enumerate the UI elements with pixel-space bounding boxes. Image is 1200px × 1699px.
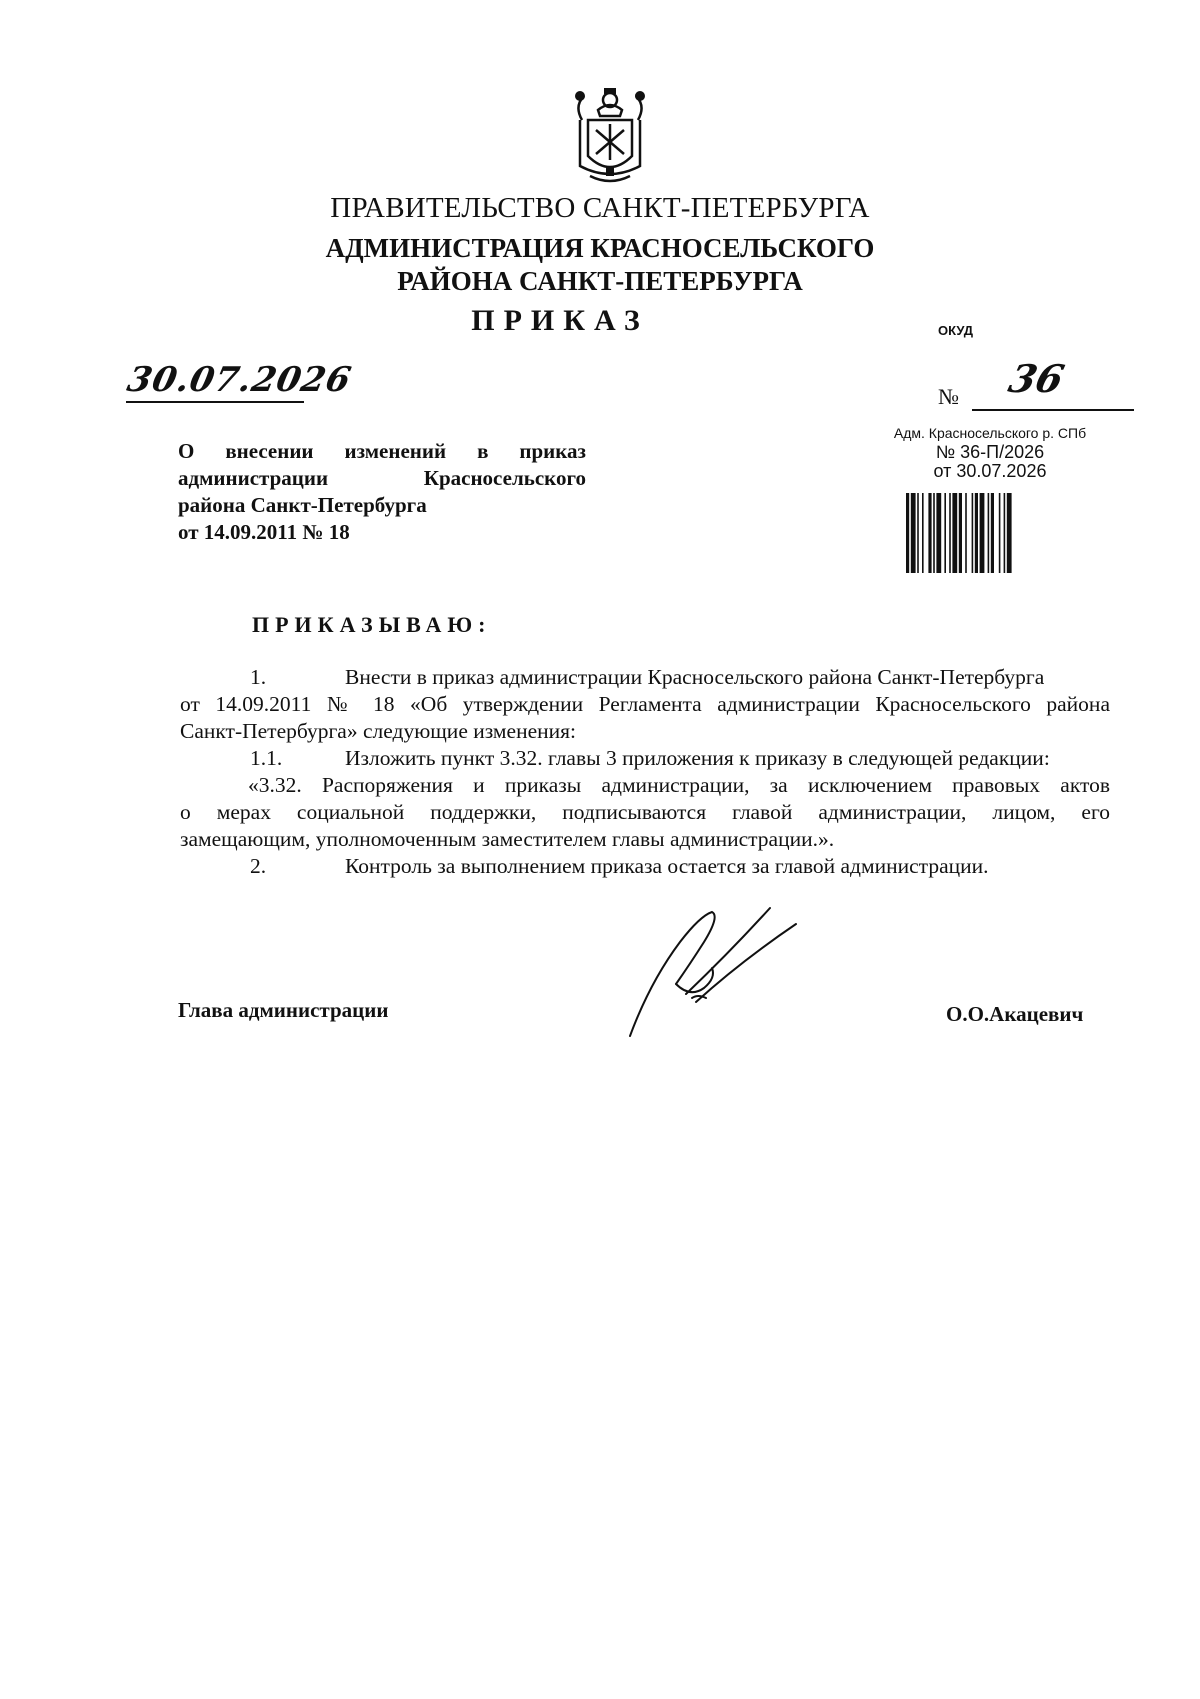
number-underline (972, 409, 1134, 411)
paragraph-number: 1. (250, 665, 267, 689)
handwritten-date: 30.07.2026 (123, 360, 356, 400)
barcode-bar (949, 493, 951, 573)
barcode-bar (965, 493, 967, 573)
order-subject (178, 438, 586, 546)
paragraph-1-line1 (180, 664, 1110, 691)
subject-line: от 14.09.2011 № 18 (178, 520, 350, 544)
order-verb-heading: ПРИКАЗЫВАЮ: (252, 612, 492, 637)
okud-label: ОКУД (938, 323, 974, 338)
registration-stamp-date: от 30.07.2026 (933, 461, 1047, 481)
subject-line: района Санкт-Петербурга (178, 493, 427, 517)
barcode-bar (917, 493, 919, 573)
barcode-bar (1004, 493, 1006, 573)
barcode-bar (1007, 493, 1012, 573)
government-title: ПРАВИТЕЛЬСТВО САНКТ-ПЕТЕРБУРГА (330, 192, 870, 224)
barcode-bar (975, 493, 978, 573)
date-underline (126, 401, 304, 403)
signatory-role: Глава администрации (178, 998, 389, 1022)
document-type-title: ПРИКАЗ (471, 304, 649, 337)
paragraph-number: 1.1. (250, 746, 283, 770)
barcode-bar (944, 493, 946, 573)
registration-stamp (870, 424, 1110, 481)
quote-line1: «3.32. Распоряжения и приказы администрации, за исключением правовых актов (248, 773, 1110, 797)
paragraph-text: Контроль за выполнением приказа остается за главой администрации. (345, 854, 989, 878)
number-label: № (938, 384, 959, 409)
coat-of-arms-emblem (560, 86, 660, 190)
paragraph-1-1 (180, 745, 1110, 772)
quote-line3: замещающим, уполномоченным заместителем главы администрации.». (180, 827, 835, 851)
barcode-bar (988, 493, 990, 573)
barcode-bar (922, 493, 924, 573)
paragraph-2 (180, 853, 1110, 880)
quote-line2: о мерах социальной поддержки, подписываются главой администрации, лицом, его (180, 800, 1110, 824)
paragraph-text: Внести в приказ администрации Красносельского района Санкт-Петербурга (345, 665, 1045, 689)
barcode-bar (952, 493, 957, 573)
paragraph-text: Изложить пункт 3.32. главы 3 приложения к приказу в следующей редакции: (345, 746, 1050, 770)
signatory-name: О.О.Акацевич (946, 1002, 1084, 1026)
administration-title-line2: РАЙОНА САНКТ-ПЕТЕРБУРГА (397, 266, 803, 296)
registration-stamp-organization: Адм. Красносельского р. СПб (893, 425, 1087, 441)
handwritten-signature (620, 902, 810, 1042)
paragraph-number: 2. (250, 854, 267, 878)
barcode-bar (991, 493, 994, 573)
paragraph-1-line3: Санкт-Петербурга» следующие изменения: (180, 719, 576, 743)
barcode-bar (980, 493, 985, 573)
barcode-bar (933, 493, 935, 573)
barcode-bar (936, 493, 941, 573)
paragraph-1-line2: от 14.09.2011 № 18 «Об утверждении Регламента администрации Красносельского района (180, 692, 1110, 716)
subject-line: О внесении изменений в приказ (178, 439, 586, 463)
barcode (906, 493, 1070, 573)
barcode-bar (906, 493, 909, 573)
barcode-bar (928, 493, 931, 573)
handwritten-number: 36 (1004, 356, 1069, 401)
registration-stamp-number: № 36-П/2026 (935, 442, 1045, 462)
barcode-bar (959, 493, 962, 573)
barcode-bar (972, 493, 974, 573)
order-body (180, 664, 1110, 880)
barcode-bar (999, 493, 1001, 573)
subject-line: администрации Красносельского (178, 466, 586, 490)
barcode-bar (911, 493, 916, 573)
administration-title-line1: АДМИНИСТРАЦИЯ КРАСНОСЕЛЬСКОГО (325, 233, 875, 263)
